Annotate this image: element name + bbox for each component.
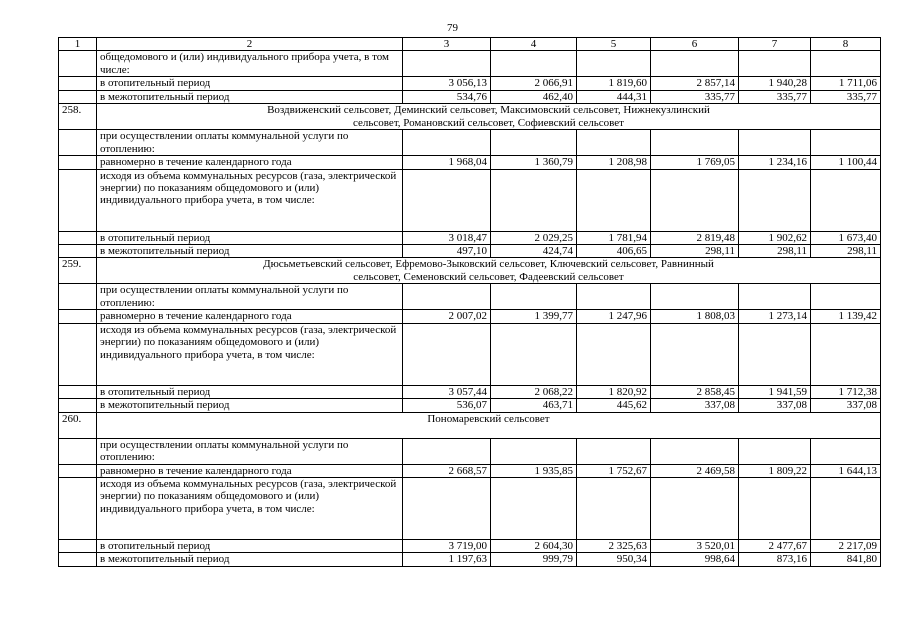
header-row bbox=[59, 38, 881, 51]
value-cell: 1 100,44 bbox=[811, 156, 881, 169]
value-cell: 1 360,79 bbox=[491, 156, 577, 169]
table-row bbox=[59, 77, 881, 90]
value-cell: 2 068,22 bbox=[491, 385, 577, 398]
index-cell bbox=[59, 540, 97, 553]
value-cell: 1 711,06 bbox=[811, 77, 881, 90]
column-header: 8 bbox=[811, 38, 881, 51]
table-row bbox=[59, 90, 881, 103]
value-cell: 2 858,45 bbox=[651, 385, 739, 398]
value-cell: 1 208,98 bbox=[577, 156, 651, 169]
value-cell: 444,31 bbox=[577, 90, 651, 103]
row-label: в отопительный период bbox=[97, 231, 403, 244]
value-cell: 2 819,48 bbox=[651, 231, 739, 244]
value-cell bbox=[577, 130, 651, 156]
value-cell: 2 066,91 bbox=[491, 77, 577, 90]
row-label: общедомового и (или) индивидуального прибора учета, в том числе: bbox=[97, 51, 403, 77]
value-cell bbox=[739, 478, 811, 540]
index-cell bbox=[59, 90, 97, 103]
value-cell bbox=[577, 169, 651, 231]
column-header: 6 bbox=[651, 38, 739, 51]
value-cell: 1 820,92 bbox=[577, 385, 651, 398]
section-region: Пономаревский сельсовет bbox=[97, 412, 881, 438]
value-cell: 497,10 bbox=[403, 245, 491, 258]
value-cell bbox=[491, 284, 577, 310]
section-index: 260. bbox=[59, 412, 97, 438]
column-header: 7 bbox=[739, 38, 811, 51]
value-cell: 2 029,25 bbox=[491, 231, 577, 244]
value-cell bbox=[651, 169, 739, 231]
value-cell bbox=[651, 478, 739, 540]
column-header: 1 bbox=[59, 38, 97, 51]
page-number: 79 bbox=[447, 22, 458, 34]
value-cell: 335,77 bbox=[651, 90, 739, 103]
row-label: в межотопительный период bbox=[97, 399, 403, 412]
value-cell bbox=[577, 51, 651, 77]
index-cell bbox=[59, 169, 97, 231]
value-cell bbox=[739, 169, 811, 231]
value-cell bbox=[651, 284, 739, 310]
value-cell: 298,11 bbox=[651, 245, 739, 258]
value-cell: 337,08 bbox=[739, 399, 811, 412]
index-cell bbox=[59, 553, 97, 566]
value-cell: 2 604,30 bbox=[491, 540, 577, 553]
row-label: при осуществлении оплаты коммунальной услуги по отоплению: bbox=[97, 130, 403, 156]
column-header: 4 bbox=[491, 38, 577, 51]
section-index: 258. bbox=[59, 104, 97, 130]
row-label: равномерно в течение календарного года bbox=[97, 156, 403, 169]
value-cell: 2 325,63 bbox=[577, 540, 651, 553]
value-cell bbox=[491, 478, 577, 540]
index-cell bbox=[59, 156, 97, 169]
table-row bbox=[59, 284, 881, 310]
value-cell bbox=[811, 478, 881, 540]
row-label: в межотопительный период bbox=[97, 553, 403, 566]
value-cell bbox=[491, 438, 577, 464]
index-cell bbox=[59, 399, 97, 412]
value-cell bbox=[739, 51, 811, 77]
value-cell: 1 247,96 bbox=[577, 310, 651, 323]
value-cell: 999,79 bbox=[491, 553, 577, 566]
row-label: исходя из объема коммунальных ресурсов (газа, электрической энергии) по показаниям общедомового и (или) индивидуального прибора учета, в том числе: bbox=[97, 478, 403, 540]
value-cell bbox=[739, 438, 811, 464]
value-cell: 3 057,44 bbox=[403, 385, 491, 398]
value-cell: 1 940,28 bbox=[739, 77, 811, 90]
value-cell: 1 902,62 bbox=[739, 231, 811, 244]
table-row bbox=[59, 399, 881, 412]
value-cell: 406,65 bbox=[577, 245, 651, 258]
value-cell bbox=[811, 130, 881, 156]
value-cell: 2 469,58 bbox=[651, 464, 739, 477]
value-cell bbox=[811, 438, 881, 464]
index-cell bbox=[59, 385, 97, 398]
row-label: при осуществлении оплаты коммунальной услуги по отоплению: bbox=[97, 438, 403, 464]
row-label: в межотопительный период bbox=[97, 90, 403, 103]
value-cell bbox=[403, 478, 491, 540]
column-header: 3 bbox=[403, 38, 491, 51]
value-cell: 424,74 bbox=[491, 245, 577, 258]
index-cell bbox=[59, 130, 97, 156]
value-cell: 1 197,63 bbox=[403, 553, 491, 566]
table-row bbox=[59, 478, 881, 540]
table-row bbox=[59, 231, 881, 244]
value-cell bbox=[577, 284, 651, 310]
value-cell: 1 273,14 bbox=[739, 310, 811, 323]
section-row bbox=[59, 104, 881, 130]
row-label: в отопительный период bbox=[97, 385, 403, 398]
value-cell: 298,11 bbox=[811, 245, 881, 258]
value-cell bbox=[651, 130, 739, 156]
value-cell bbox=[491, 323, 577, 385]
row-label: при осуществлении оплаты коммунальной услуги по отоплению: bbox=[97, 284, 403, 310]
value-cell bbox=[491, 51, 577, 77]
value-cell: 1 935,85 bbox=[491, 464, 577, 477]
index-cell bbox=[59, 77, 97, 90]
value-cell: 3 018,47 bbox=[403, 231, 491, 244]
column-header: 2 bbox=[97, 38, 403, 51]
value-cell: 335,77 bbox=[811, 90, 881, 103]
value-cell bbox=[651, 438, 739, 464]
table-row bbox=[59, 245, 881, 258]
value-cell bbox=[811, 284, 881, 310]
value-cell bbox=[577, 323, 651, 385]
value-cell bbox=[403, 323, 491, 385]
value-cell: 998,64 bbox=[651, 553, 739, 566]
value-cell: 337,08 bbox=[811, 399, 881, 412]
row-label: исходя из объема коммунальных ресурсов (газа, электрической энергии) по показаниям общедомового и (или) индивидуального прибора учета, в том числе: bbox=[97, 323, 403, 385]
row-label: равномерно в течение календарного года bbox=[97, 310, 403, 323]
value-cell bbox=[403, 130, 491, 156]
index-cell bbox=[59, 323, 97, 385]
value-cell bbox=[811, 51, 881, 77]
value-cell: 1 808,03 bbox=[651, 310, 739, 323]
row-label: в отопительный период bbox=[97, 540, 403, 553]
table-row bbox=[59, 323, 881, 385]
value-cell: 950,34 bbox=[577, 553, 651, 566]
value-cell: 534,76 bbox=[403, 90, 491, 103]
value-cell: 1 809,22 bbox=[739, 464, 811, 477]
value-cell: 2 007,02 bbox=[403, 310, 491, 323]
table-row bbox=[59, 464, 881, 477]
value-cell bbox=[403, 284, 491, 310]
value-cell: 463,71 bbox=[491, 399, 577, 412]
value-cell bbox=[403, 169, 491, 231]
value-cell bbox=[651, 323, 739, 385]
row-label: исходя из объема коммунальных ресурсов (газа, электрической энергии) по показаниям общедомового и (или) индивидуального прибора учета, в том числе: bbox=[97, 169, 403, 231]
value-cell: 337,08 bbox=[651, 399, 739, 412]
value-cell: 1 968,04 bbox=[403, 156, 491, 169]
index-cell bbox=[59, 478, 97, 540]
value-cell bbox=[403, 438, 491, 464]
value-cell: 3 520,01 bbox=[651, 540, 739, 553]
value-cell: 2 668,57 bbox=[403, 464, 491, 477]
tariff-table bbox=[58, 37, 881, 567]
value-cell: 1 399,77 bbox=[491, 310, 577, 323]
index-cell bbox=[59, 464, 97, 477]
value-cell: 1 139,42 bbox=[811, 310, 881, 323]
value-cell: 873,16 bbox=[739, 553, 811, 566]
section-region: Воздвиженский сельсовет, Деминский сельсовет, Максимовский сельсовет, Нижнекузлинский сельсовет, Романовский сельсовет, Софиевский сельсовет bbox=[97, 104, 881, 130]
value-cell bbox=[491, 130, 577, 156]
section-row bbox=[59, 412, 881, 438]
value-cell: 462,40 bbox=[491, 90, 577, 103]
table-row bbox=[59, 51, 881, 77]
value-cell bbox=[811, 169, 881, 231]
table-row bbox=[59, 540, 881, 553]
value-cell: 536,07 bbox=[403, 399, 491, 412]
value-cell: 1 234,16 bbox=[739, 156, 811, 169]
value-cell: 335,77 bbox=[739, 90, 811, 103]
table-row bbox=[59, 438, 881, 464]
value-cell bbox=[491, 169, 577, 231]
table-row bbox=[59, 310, 881, 323]
value-cell bbox=[577, 478, 651, 540]
value-cell bbox=[739, 323, 811, 385]
value-cell: 1 712,38 bbox=[811, 385, 881, 398]
value-cell: 298,11 bbox=[739, 245, 811, 258]
column-header: 5 bbox=[577, 38, 651, 51]
table-row bbox=[59, 553, 881, 566]
value-cell: 1 819,60 bbox=[577, 77, 651, 90]
value-cell: 1 769,05 bbox=[651, 156, 739, 169]
table-row bbox=[59, 169, 881, 231]
table-row bbox=[59, 130, 881, 156]
value-cell bbox=[403, 51, 491, 77]
value-cell bbox=[577, 438, 651, 464]
row-label: в межотопительный период bbox=[97, 245, 403, 258]
value-cell bbox=[811, 323, 881, 385]
value-cell: 3 719,00 bbox=[403, 540, 491, 553]
section-region: Дюсьметьевский сельсовет, Ефремово-Зыковский сельсовет, Ключевский сельсовет, Равнинный сельсовет, Семеновский сельсовет, Фадеевский сельсовет bbox=[97, 258, 881, 284]
value-cell: 1 673,40 bbox=[811, 231, 881, 244]
index-cell bbox=[59, 245, 97, 258]
value-cell: 1 644,13 bbox=[811, 464, 881, 477]
value-cell bbox=[739, 284, 811, 310]
value-cell: 1 752,67 bbox=[577, 464, 651, 477]
row-label: равномерно в течение календарного года bbox=[97, 464, 403, 477]
index-cell bbox=[59, 310, 97, 323]
index-cell bbox=[59, 438, 97, 464]
value-cell: 2 857,14 bbox=[651, 77, 739, 90]
value-cell: 2 477,67 bbox=[739, 540, 811, 553]
section-index: 259. bbox=[59, 258, 97, 284]
index-cell bbox=[59, 51, 97, 77]
value-cell: 1 781,94 bbox=[577, 231, 651, 244]
section-row bbox=[59, 258, 881, 284]
value-cell: 3 056,13 bbox=[403, 77, 491, 90]
table-row bbox=[59, 156, 881, 169]
value-cell: 445,62 bbox=[577, 399, 651, 412]
row-label: в отопительный период bbox=[97, 77, 403, 90]
value-cell: 841,80 bbox=[811, 553, 881, 566]
index-cell bbox=[59, 284, 97, 310]
index-cell bbox=[59, 231, 97, 244]
table-row bbox=[59, 385, 881, 398]
value-cell: 1 941,59 bbox=[739, 385, 811, 398]
value-cell bbox=[651, 51, 739, 77]
table-body bbox=[59, 38, 881, 567]
value-cell bbox=[739, 130, 811, 156]
value-cell: 2 217,09 bbox=[811, 540, 881, 553]
